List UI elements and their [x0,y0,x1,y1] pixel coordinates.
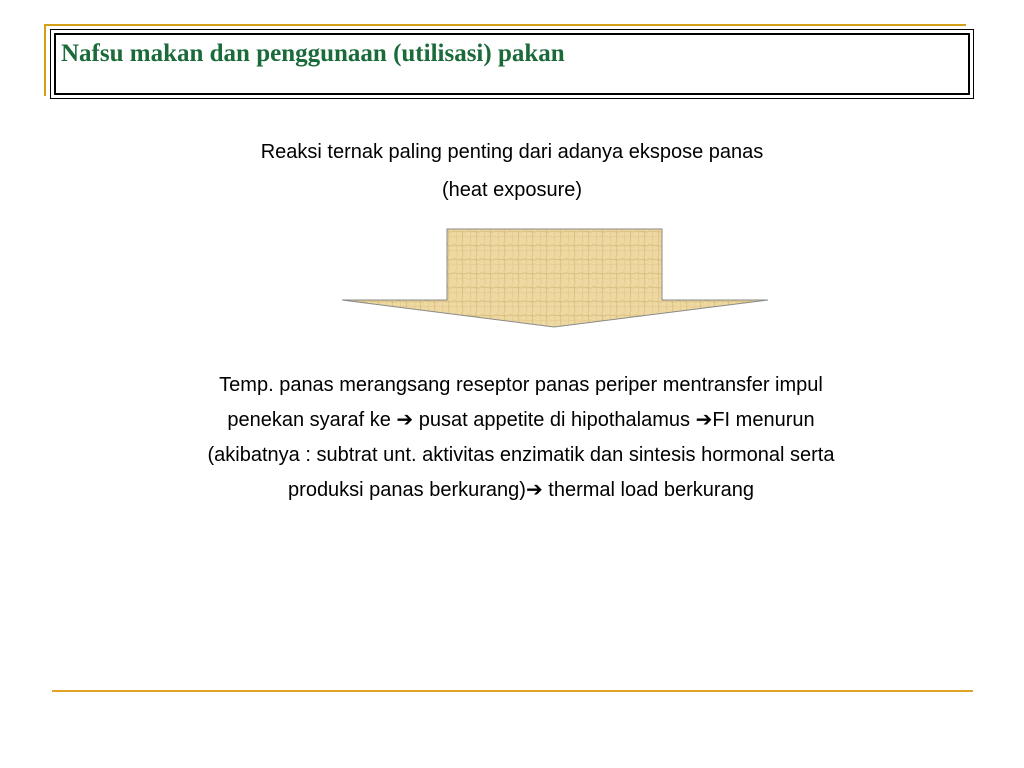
paragraph-1-text-a: penekan syaraf ke [227,409,397,431]
paragraph-1-text-c: FI menurun [712,409,815,431]
paragraph-2 [86,438,956,507]
title-frame [50,29,974,99]
paragraph-2-line-1: (akibatnya : subtrat unt. aktivitas enzimatik dan sintesis hormonal serta [207,444,835,466]
paragraph-2-text-b: thermal load berkurang [542,479,754,501]
right-arrow-icon: ➔ [396,407,414,431]
right-arrow-icon: ➔ [525,477,543,501]
right-arrow-icon: ➔ [695,407,713,431]
down-arrow-icon [340,228,770,328]
paragraph-1-text-b: pusat appetite di hipothalamus [413,409,696,431]
paragraph-2-text-a: produksi panas berkurang) [288,479,526,501]
paragraph-1-line-2 [86,402,956,437]
gold-top-rule [44,24,966,26]
paragraph-1-line-1: Temp. panas merangsang reseptor panas periper mentransfer impul [219,374,823,396]
gold-left-rule [44,24,46,96]
intro-line-2: (heat exposure) [441,179,583,201]
arrow-shape [342,229,768,327]
slide-title: Nafsu makan dan penggunaan (utilisasi) pakan [61,40,565,67]
intro-line-1: Reaksi ternak paling penting dari adanya ekspose panas [260,141,764,163]
gold-bottom-rule [52,690,973,692]
paragraph-1 [86,368,956,437]
paragraph-2-line-2 [86,472,956,507]
